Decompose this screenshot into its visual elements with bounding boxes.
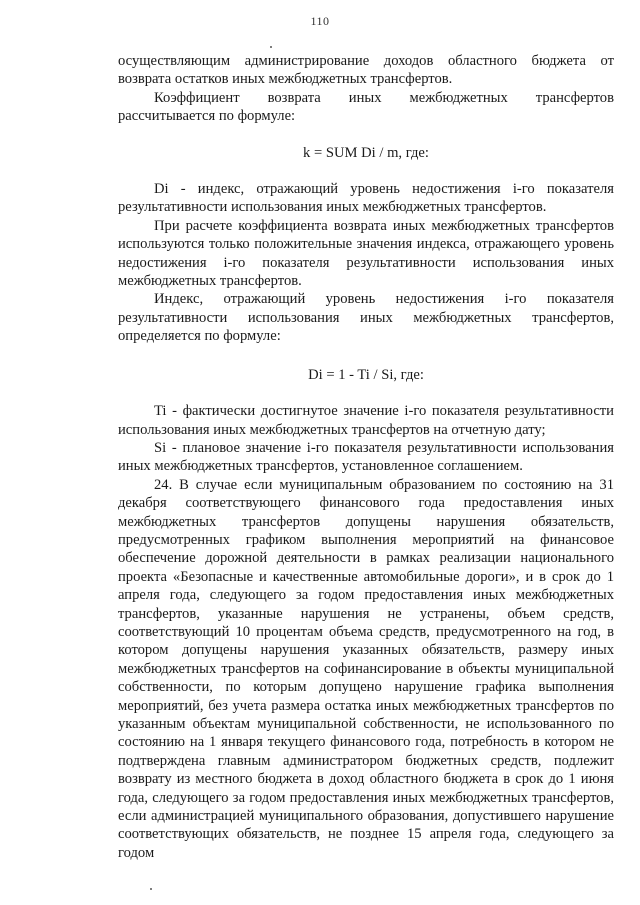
formula: Di = 1 - Ti / Si, где: <box>308 366 424 383</box>
paragraph: осуществляющим администрирование доходов областного бюджета от возврата остатков иных межбюджетных трансфертов. <box>118 53 614 88</box>
paragraph: Si - плановое значение i-го показателя результативности использования иных межбюджетных трансфертов, установленное соглашением. <box>118 439 614 475</box>
paragraph: Коэффициент возврата иных межбюджетных трансфертов рассчитывается по формуле: <box>118 89 614 125</box>
paragraph: Di - индекс, отражающий уровень недостижения i-го показателя результативности использования иных межбюджетных трансфертов. <box>118 181 614 216</box>
paragraph: 24. В случае если муниципальным образованием по состоянию на 31 декабря соответствующего финансового года предоставления иных межбюджетных трансфертов допущены нарушения обязательств, предусмотренных графиком выполнения мероприятий на финансовое обеспечение дорожной деятельности в рамках реализации национального проекта «Безопасные и качественные автомобильные дороги», и в срок до 1 апреля года, следующего за годом предоставления иных межбюджетных трансфертов, указанные нарушения не устранены, объем средств, соответствующий 10 процентам объема средств, предусмотренного на год, в котором допущены нарушения указанных обязательств, размеру иных межбюджетных трансфертов на софинансирование в объекты муниципальной собственности, по которым допущено нарушение графика выполнения мероприятий, без учета размера остатка иных межбюджетных трансфертов по указанным объектам муниципальной собственности, не использованного по состоянию на 1 января текущего финансового года, потребность в котором не подтверждена главным администратором бюджетных средств, подлежит возврату из местного бюджета в доход областного бюджета в срок до 1 июня года, следующего за годом предоставления иных межбюджетных трансфертов, если администрацией муниципального образования, допустившего нарушение соответствующих обязательств, не позднее 15 апреля года, следующего за годом <box>118 476 614 861</box>
scan-speck <box>150 888 152 890</box>
paragraph: Индекс, отражающий уровень недостижения i-го показателя результативности использования иных межбюджетных трансфертов, определяется по формуле: <box>118 291 614 345</box>
document-body <box>118 52 614 862</box>
scan-speck <box>270 46 272 48</box>
paragraph: Ti - фактически достигнутое значение i-го показателя результативности использования иных межбюджетных трансфертов на отчетную дату; <box>118 403 614 438</box>
formula: k = SUM Di / m, где: <box>303 144 429 161</box>
page-number: 110 <box>310 14 330 28</box>
paragraph: При расчете коэффициента возврата иных межбюджетных трансфертов используются только положительные значения индекса, отражающего уровень недостижения i-го показателя результативности использования иных межбюджетных трансфертов. <box>118 217 614 290</box>
